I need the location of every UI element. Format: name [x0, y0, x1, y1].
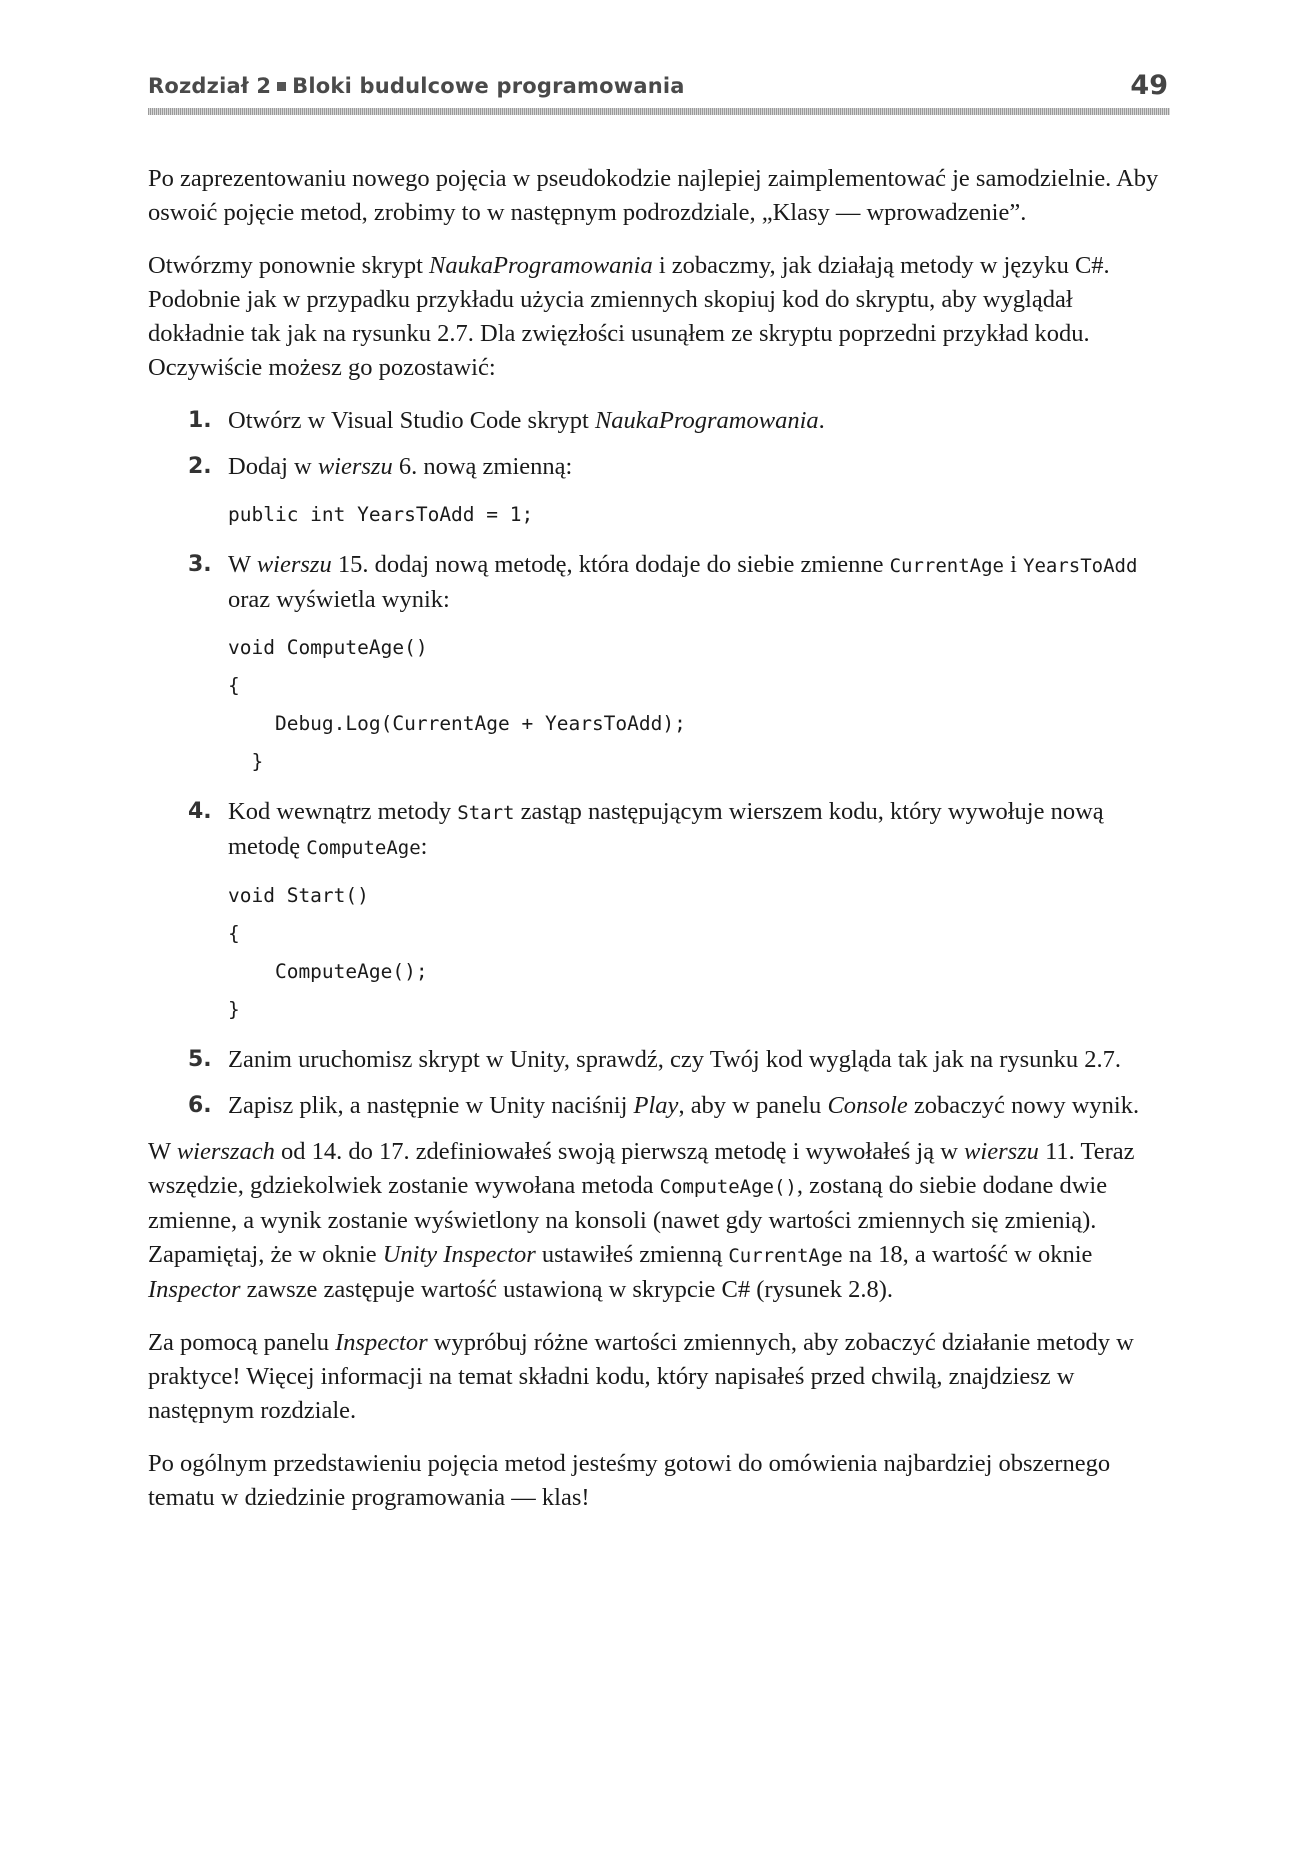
steps-list — [148, 404, 1170, 1123]
square-bullet-icon — [277, 82, 286, 91]
step-item — [148, 1089, 1170, 1123]
script-name: NaukaProgramowania — [594, 407, 819, 434]
paragraph-closing: Po ogólnym przedstawieniu pojęcia metod jesteśmy gotowi do omówienia najbardziej obszernego tematu w dziedzinie programowania — klas! — [148, 1450, 1111, 1511]
emphasis: Inspector — [148, 1276, 241, 1303]
text-run: na 18, a wartość w oknie — [842, 1241, 1093, 1268]
code-block: void Start() { ComputeAge(); } — [228, 884, 428, 1021]
paragraph-intro: Po zaprezentowaniu nowego pojęcia w pseudokodzie najlepiej zaimplementować je samodzielnie. Aby oswoić pojęcie metod, zrobimy to w następnym podrozdziale, „Klasy — wprowadzenie”. — [148, 165, 1159, 226]
body-text — [148, 162, 1170, 1534]
text-run: W — [148, 1138, 177, 1165]
step-number: 2. — [188, 454, 212, 479]
emphasis: wierszu — [256, 551, 332, 578]
emphasis: wierszach — [176, 1138, 275, 1165]
text-run: wypróbuj różne wartości zmiennych, aby zobaczyć działanie metody w praktyce! Więcej informacji na temat składni kodu, który napisałeś przed chwilą, znajdziesz w następnym rozdziale. — [148, 1329, 1134, 1424]
text-run: Zanim uruchomisz skrypt w Unity, sprawdź, czy Twój kod wygląda tak jak na rysunku 2.7. — [228, 1046, 1122, 1073]
step-number: 4. — [188, 799, 212, 824]
code-block: void ComputeAge() { Debug.Log(CurrentAge + YearsToAdd); } — [228, 636, 686, 773]
inline-code: CurrentAge — [889, 555, 1004, 577]
emphasis: Play — [633, 1092, 679, 1119]
header-rule — [148, 108, 1170, 115]
step-number: 5. — [188, 1047, 212, 1072]
text-run: W — [228, 551, 257, 578]
text-run: i zobaczmy, jak działają metody w języku C#. Podobnie jak w przypadku przykładu użycia zmiennych skopiuj kod do skryptu, aby wyglądał dokładnie tak jak na rysunku 2.7. Dla zwięzłości usunąłem ze skryptu poprzedni przykład kodu. Oczywiście możesz go pozostawić: — [148, 252, 1110, 381]
text-run: . — [818, 407, 825, 434]
step-number: 3. — [188, 552, 212, 577]
paragraph-inspector — [148, 1326, 1170, 1428]
running-header — [148, 70, 1168, 106]
step-item — [148, 795, 1170, 1029]
text-run: zastąp następującym wierszem kodu, który wywołuje nową metodę — [228, 798, 1104, 860]
step-number: 6. — [188, 1093, 212, 1118]
emphasis: wierszu — [317, 453, 393, 480]
text-run: Za pomocą panelu — [148, 1329, 336, 1356]
emphasis: wierszu — [964, 1138, 1039, 1165]
inline-code: Start — [457, 802, 515, 824]
text-run: od 14. do 17. zdefiniowałeś swoją pierwszą metodę i wywołałeś ją w — [274, 1138, 965, 1165]
text-run: zobaczyć nowy wynik. — [907, 1092, 1140, 1119]
emphasis: Unity Inspector — [382, 1241, 536, 1268]
text-run: : — [420, 833, 428, 860]
text-run: Otwórz w Visual Studio Code skrypt — [228, 407, 595, 434]
step-item — [148, 404, 1170, 438]
paragraph-explanation — [148, 1135, 1170, 1307]
text-run: i — [1003, 551, 1024, 578]
step-item — [148, 1043, 1170, 1077]
emphasis: Console — [827, 1092, 908, 1119]
text-run: Dodaj w — [228, 453, 318, 480]
text-run: zawsze zastępuje wartość ustawioną w skrypcie C# (rysunek 2.8). — [240, 1276, 893, 1303]
text-run: 6. nową zmienną: — [392, 453, 573, 480]
text-run: 15. dodaj nową metodę, która dodaje do siebie zmienne — [331, 551, 890, 578]
inline-code: YearsToAdd — [1023, 555, 1138, 577]
chapter-title: Bloki budulcowe programowania — [292, 74, 685, 98]
inline-code: CurrentAge — [728, 1245, 843, 1267]
chapter-heading — [148, 74, 685, 98]
page-number: 49 — [1130, 70, 1168, 101]
inline-code: ComputeAge — [306, 837, 421, 859]
paragraph-open-script — [148, 249, 1170, 385]
script-name: NaukaProgramowania — [429, 252, 653, 279]
text-run: 11. Teraz wszędzie, gdziekolwiek zostanie wywołana metoda — [148, 1138, 1135, 1199]
text-run: oraz wyświetla wynik: — [228, 586, 450, 613]
step-item — [148, 450, 1170, 534]
code-block: public int YearsToAdd = 1; — [228, 503, 534, 526]
text-run: ustawiłeś zmienną — [535, 1241, 729, 1268]
inline-code: ComputeAge() — [659, 1176, 797, 1198]
text-run: , zostaną do siebie dodane dwie zmienne, a wynik zostanie wyświetlony na konsoli (nawet gdy wartości zmiennych się zmienią). Zapamiętaj, że w oknie — [148, 1172, 1108, 1268]
step-number: 1. — [188, 408, 212, 433]
text-run: , aby w panelu — [678, 1092, 828, 1119]
text-run: Otwórzmy ponownie skrypt — [148, 252, 430, 279]
chapter-label: Rozdział 2 — [148, 74, 272, 98]
text-run: Kod wewnątrz metody — [228, 798, 458, 825]
step-item — [148, 548, 1170, 781]
emphasis: Inspector — [335, 1329, 428, 1356]
text-run: Zapisz plik, a następnie w Unity naciśnij — [228, 1092, 634, 1119]
